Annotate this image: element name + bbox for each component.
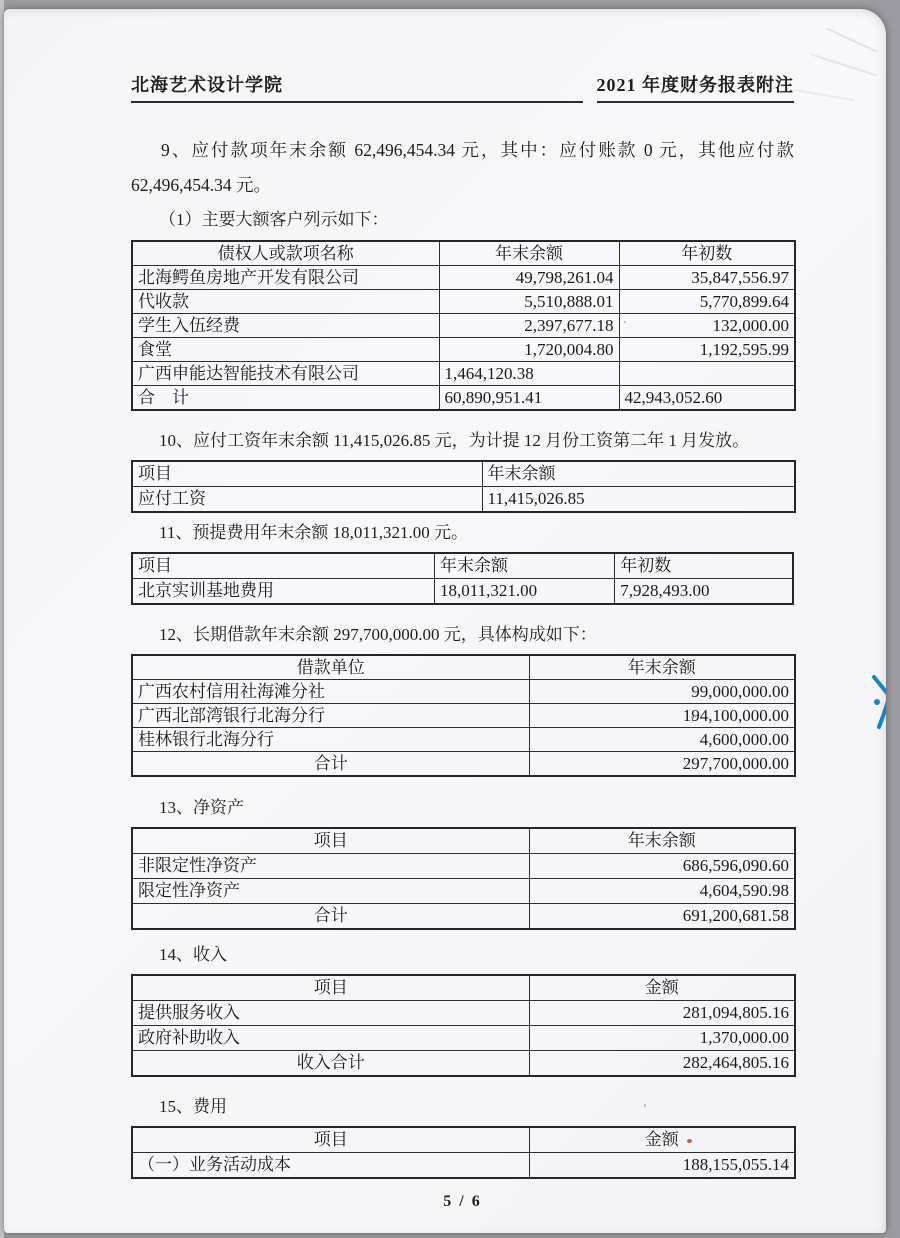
report-title: 2021 年度财务报表附注 bbox=[596, 75, 794, 95]
long-term-loans-table bbox=[131, 654, 796, 777]
document-header bbox=[131, 71, 794, 103]
table-row bbox=[132, 362, 795, 386]
lender-name-cell: 广西农村信用社海滩分社 bbox=[132, 680, 529, 704]
item-name-cell: 应付工资 bbox=[132, 487, 482, 513]
amount-cell: 686,596,090.60 bbox=[529, 854, 795, 879]
amount-cell: 60,890,951.41 bbox=[439, 386, 619, 411]
amount-cell: 194,100,000.00 bbox=[529, 704, 795, 728]
accrued-expenses-table bbox=[131, 552, 794, 605]
creditor-name-cell: 北海鳄鱼房地产开发有限公司 bbox=[132, 266, 439, 290]
amount-cell: 5,510,888.01 bbox=[439, 290, 619, 314]
table-row bbox=[132, 728, 795, 752]
table-row bbox=[132, 680, 795, 704]
table-header-row bbox=[132, 655, 795, 680]
creditor-name-cell: 学生入伍经费 bbox=[132, 314, 439, 338]
amount-cell: 4,600,000.00 bbox=[529, 728, 795, 752]
note9-paragraph: 9、应付款项年末余额 62,496,454.34 元，其中：应付账款 0 元，其他应付款 62,496,454.34 元。 bbox=[131, 140, 794, 195]
net-assets-table bbox=[131, 827, 796, 930]
table-row bbox=[132, 1153, 795, 1179]
table-header-row bbox=[132, 553, 793, 579]
item-name-cell: 非限定性净资产 bbox=[132, 854, 529, 879]
creditor-name-cell: 广西申能达智能技术有限公司 bbox=[132, 362, 439, 386]
column-header: 项目 bbox=[132, 553, 434, 579]
wages-payable-table bbox=[131, 460, 796, 513]
table-row bbox=[132, 266, 795, 290]
table-row bbox=[132, 579, 793, 605]
total-label-cell: 收入合计 bbox=[132, 1051, 529, 1077]
column-header: 债权人或款项名称 bbox=[132, 241, 439, 266]
header-right-rule bbox=[597, 71, 795, 103]
amount-cell: 188,155,055.14 bbox=[529, 1153, 795, 1179]
column-header: 金额 bbox=[529, 1127, 795, 1153]
column-header: 年末余额 bbox=[439, 241, 619, 266]
total-label-cell: 合 计 bbox=[132, 386, 439, 411]
amount-cell: 297,700,000.00 bbox=[529, 752, 795, 777]
amount-cell: 11,415,026.85 bbox=[482, 487, 795, 513]
column-header: 项目 bbox=[132, 1127, 529, 1153]
column-header: 项目 bbox=[132, 828, 529, 854]
amount-cell: 99,000,000.00 bbox=[529, 680, 795, 704]
table-header-row bbox=[132, 975, 795, 1001]
lender-name-cell: 桂林银行北海分行 bbox=[132, 728, 529, 752]
organization-name: 北海艺术设计学院 bbox=[131, 75, 283, 95]
expenses-table bbox=[131, 1126, 796, 1179]
note11-heading: 11、预提费用年末余额 18,011,321.00 元。 bbox=[159, 523, 468, 542]
amount-cell: 132,000.00 bbox=[619, 314, 795, 338]
table-row bbox=[132, 879, 795, 904]
table-row bbox=[132, 1001, 795, 1026]
note12-heading: 12、长期借款年末余额 297,700,000.00 元，具体构成如下： bbox=[159, 625, 597, 644]
revenue-table bbox=[131, 974, 796, 1077]
amount-cell: 4,604,590.98 bbox=[529, 879, 795, 904]
table-row bbox=[132, 290, 795, 314]
item-name-cell: 政府补助收入 bbox=[132, 1026, 529, 1051]
column-header: 借款单位 bbox=[132, 655, 529, 680]
item-name-cell: （一）业务活动成本 bbox=[132, 1153, 529, 1179]
amount-cell: 282,464,805.16 bbox=[529, 1051, 795, 1077]
table-row bbox=[132, 487, 795, 513]
column-header: 年末余额 bbox=[529, 655, 795, 680]
amount-cell: 1,370,000.00 bbox=[529, 1026, 795, 1051]
blue-ink-mark bbox=[870, 673, 886, 731]
header-left-rule bbox=[131, 71, 583, 103]
amount-cell: 18,011,321.00 bbox=[434, 579, 614, 605]
amount-cell: 5,770,899.64 bbox=[619, 290, 795, 314]
table-header-row bbox=[132, 828, 795, 854]
lender-name-cell: 广西北部湾银行北海分行 bbox=[132, 704, 529, 728]
table-row bbox=[132, 1026, 795, 1051]
note13-heading: 13、净资产 bbox=[159, 798, 244, 817]
column-header: 年末余额 bbox=[482, 461, 795, 487]
table-total-row bbox=[132, 904, 795, 930]
payables-clients-table bbox=[131, 240, 796, 411]
table-header-row bbox=[132, 461, 795, 487]
total-label-cell: 合计 bbox=[132, 904, 529, 930]
amount-cell: 7,928,493.00 bbox=[615, 579, 793, 605]
column-header: 年初数 bbox=[619, 241, 795, 266]
page-number: 5 / 6 bbox=[443, 1193, 482, 1210]
amount-cell: 49,798,261.04 bbox=[439, 266, 619, 290]
item-name-cell: 北京实训基地费用 bbox=[132, 579, 434, 605]
note9-subheading: （1）主要大额客户列示如下： bbox=[159, 210, 389, 229]
item-name-cell: 提供服务收入 bbox=[132, 1001, 529, 1026]
creditor-name-cell: 食堂 bbox=[132, 338, 439, 362]
page-content bbox=[131, 9, 794, 1212]
amount-cell: 2,397,677.18 bbox=[439, 314, 619, 338]
amount-cell: 281,094,805.16 bbox=[529, 1001, 795, 1026]
note14-heading: 14、收入 bbox=[159, 945, 227, 964]
table-header-row bbox=[132, 241, 795, 266]
creditor-name-cell: 代收款 bbox=[132, 290, 439, 314]
table-row bbox=[132, 854, 795, 879]
table-row bbox=[132, 314, 795, 338]
amount-cell: 1,464,120.38 bbox=[439, 362, 619, 386]
note10-heading: 10、应付工资年末余额 11,415,026.85 元，为计提 12 月份工资第二年 1 月发放。 bbox=[159, 431, 750, 450]
document-page bbox=[4, 9, 886, 1233]
pencil-smudge-mark bbox=[826, 27, 877, 52]
pencil-smudge-mark bbox=[810, 53, 877, 77]
table-total-row bbox=[132, 752, 795, 777]
table-row bbox=[132, 338, 795, 362]
table-total-row bbox=[132, 386, 795, 411]
column-header: 项目 bbox=[132, 975, 529, 1001]
total-label-cell: 合计 bbox=[132, 752, 529, 777]
column-header: 项目 bbox=[132, 461, 482, 487]
column-header: 年初数 bbox=[615, 553, 793, 579]
amount-cell: 1,192,595.99 bbox=[619, 338, 795, 362]
table-row bbox=[132, 704, 795, 728]
table-header-row bbox=[132, 1127, 795, 1153]
column-header: 年末余额 bbox=[434, 553, 614, 579]
note15-heading: 15、费用 bbox=[159, 1097, 227, 1116]
column-header: 金额 bbox=[529, 975, 795, 1001]
table-total-row bbox=[132, 1051, 795, 1077]
amount-cell bbox=[619, 362, 795, 386]
amount-cell: 42,943,052.60 bbox=[619, 386, 795, 411]
amount-cell: 35,847,556.97 bbox=[619, 266, 795, 290]
amount-cell: 691,200,681.58 bbox=[529, 904, 795, 930]
amount-cell: 1,720,004.80 bbox=[439, 338, 619, 362]
pencil-smudge-mark bbox=[794, 89, 853, 101]
column-header: 年末余额 bbox=[529, 828, 795, 854]
item-name-cell: 限定性净资产 bbox=[132, 879, 529, 904]
